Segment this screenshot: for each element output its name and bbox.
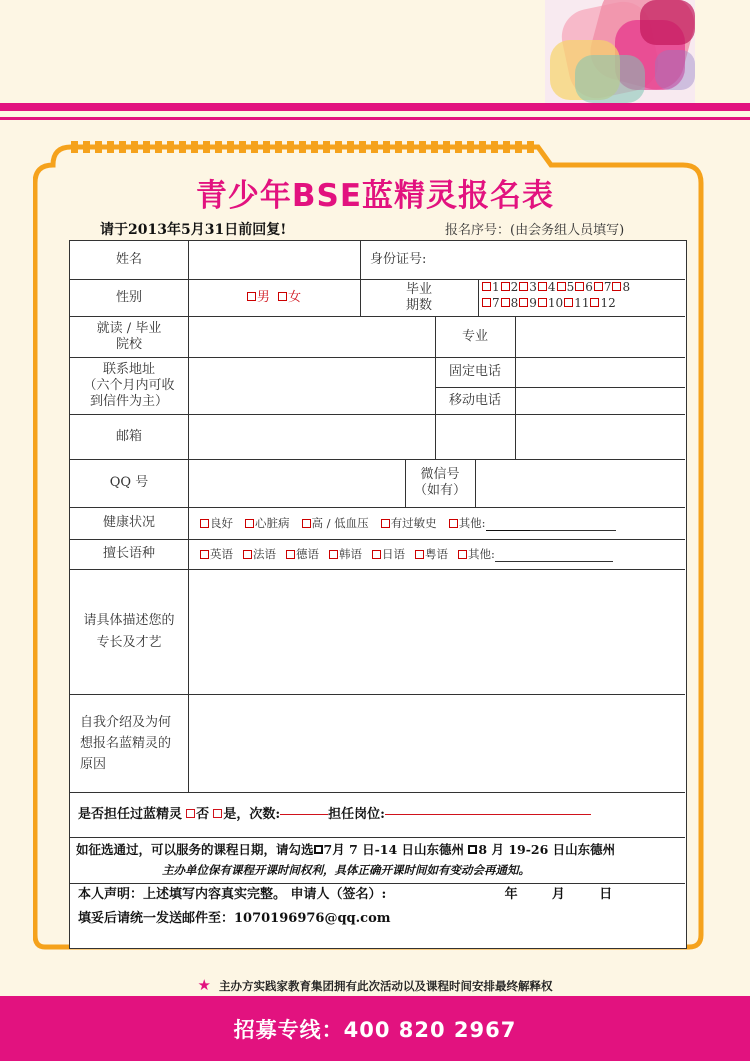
- landline-label: 固定电话: [448, 364, 501, 379]
- course-option-1[interactable]: 7月 7 日-14 日山东德州: [314, 842, 465, 857]
- landline-field[interactable]: [515, 357, 685, 387]
- checkbox-icon: [415, 550, 424, 559]
- course-note: 主办单位保有课程开课时间权利，具体正确开课时间如有变动会再通知。: [162, 863, 530, 877]
- email-label: 邮箱: [115, 428, 142, 444]
- checkbox-icon: [372, 550, 381, 559]
- health-good[interactable]: 良好: [200, 515, 233, 531]
- date-year: 年: [504, 887, 518, 902]
- col-divider: [478, 279, 479, 316]
- gender-male[interactable]: 男: [247, 290, 270, 306]
- checkbox-icon: [449, 519, 458, 528]
- gender-options: [188, 279, 360, 316]
- lang-other[interactable]: 其他:: [458, 546, 613, 562]
- header-graphic: [545, 0, 695, 103]
- checkbox-icon: [243, 550, 252, 559]
- period-option[interactable]: 2: [501, 280, 519, 294]
- period-option[interactable]: 5: [557, 280, 575, 294]
- send-email-text: 填妥后请统一发送邮件至：1070196976@qq.com: [78, 911, 391, 926]
- language-options: [200, 539, 685, 569]
- period-option[interactable]: 4: [538, 280, 556, 294]
- period-option[interactable]: 10: [538, 296, 563, 310]
- lang-english[interactable]: 英语: [200, 546, 233, 562]
- position-field[interactable]: [385, 814, 591, 815]
- checkbox-icon: [538, 282, 547, 291]
- period-option[interactable]: 1: [482, 280, 500, 294]
- major-label: 专业: [461, 328, 488, 344]
- period-option[interactable]: 3: [519, 280, 537, 294]
- period-option[interactable]: 8: [612, 280, 630, 294]
- top-stripe-thin: [0, 117, 750, 120]
- period-options: [482, 279, 685, 316]
- health-blood-pressure[interactable]: 高 / 低血压: [302, 515, 369, 531]
- major-field[interactable]: [515, 316, 685, 357]
- health-allergy[interactable]: 有过敏史: [381, 515, 437, 531]
- col-divider: [360, 241, 361, 279]
- email-field[interactable]: [188, 414, 685, 459]
- lang-korean[interactable]: 韩语: [329, 546, 362, 562]
- checkbox-icon: [519, 282, 528, 291]
- checkbox-icon: [381, 519, 390, 528]
- form-title: 青少年BSE蓝精灵报名表: [195, 178, 555, 214]
- declaration-text: 本人声明：上述填写内容真实完整。 申请人（签名）:: [78, 887, 387, 902]
- footer-note: ★ 主办方实践家教育集团拥有此次活动以及课程时间安排最终解释权: [197, 976, 553, 994]
- declaration-row: [78, 883, 683, 947]
- health-options: [200, 507, 685, 539]
- date-month: 月: [551, 887, 565, 902]
- checkbox-icon: [519, 298, 528, 307]
- qq-label: QQ 号: [109, 475, 149, 490]
- period-option[interactable]: 6: [575, 280, 593, 294]
- period-label: 毕业 期数: [405, 281, 432, 313]
- mobile-field[interactable]: [515, 387, 685, 414]
- id-field[interactable]: [470, 241, 685, 279]
- period-option[interactable]: 8: [501, 296, 519, 310]
- served-row: [78, 792, 683, 837]
- period-row-1: [482, 279, 631, 295]
- address-field[interactable]: [188, 357, 435, 414]
- qq-field[interactable]: [188, 459, 405, 507]
- checkbox-icon: [501, 282, 510, 291]
- reply-deadline: 请于2013年5月31日前回复!: [100, 222, 287, 238]
- checkbox-icon: [612, 282, 621, 291]
- checkbox-icon: [302, 519, 311, 528]
- period-row-2: [482, 295, 617, 311]
- checkbox-icon: [538, 298, 547, 307]
- checkbox-icon: [247, 292, 256, 301]
- recruit-hotline: 招募专线：400 820 2967: [233, 1018, 517, 1042]
- checkbox-icon: [186, 809, 195, 818]
- talent-field[interactable]: [188, 569, 685, 694]
- checkbox-icon: [575, 282, 584, 291]
- health-other[interactable]: 其他:: [449, 515, 616, 531]
- checkbox-icon: [564, 298, 573, 307]
- checkbox-icon: [200, 519, 209, 528]
- checkbox-icon: [314, 845, 323, 854]
- top-stripe: [0, 103, 750, 111]
- served-no[interactable]: 否: [186, 807, 209, 823]
- checkbox-icon: [278, 292, 287, 301]
- period-option[interactable]: 7: [482, 296, 500, 310]
- checkbox-icon: [482, 282, 491, 291]
- star-icon: ★: [197, 976, 211, 994]
- address-label: 联系地址 （六个月内可收 到信件为主）: [83, 361, 175, 409]
- period-option[interactable]: 12: [590, 296, 615, 310]
- checkbox-icon: [482, 298, 491, 307]
- checkbox-icon: [557, 282, 566, 291]
- served-label: 是否担任过蓝精灵: [78, 806, 183, 822]
- checkbox-icon: [200, 550, 209, 559]
- served-count-field[interactable]: [280, 814, 328, 815]
- school-field[interactable]: [188, 316, 435, 357]
- health-label: 健康状况: [102, 515, 155, 530]
- registration-form: [69, 240, 687, 949]
- checkbox-icon: [329, 550, 338, 559]
- intro-field[interactable]: [188, 694, 685, 792]
- checkbox-icon: [286, 550, 295, 559]
- gender-label: 性别: [115, 289, 142, 305]
- health-heart[interactable]: 心脏病: [245, 515, 290, 531]
- name-field[interactable]: [188, 241, 360, 279]
- school-label: 就读 / 毕业 院校: [96, 320, 162, 352]
- period-option[interactable]: 9: [519, 296, 537, 310]
- id-label: 身份证号:: [370, 252, 427, 267]
- lang-french[interactable]: 法语: [243, 546, 276, 562]
- checkbox-icon: [213, 809, 222, 818]
- course-text: 如征选通过，可以服务的课程日期，请勾选 7月 7 日-14 日山东德州 8 月 19-26 日山东德州: [76, 842, 616, 857]
- talent-label: 请具体描述您的 专长及才艺: [83, 612, 175, 650]
- checkbox-icon: [468, 845, 477, 854]
- serial-number-label: 报名序号：(由会务组人员填写): [445, 223, 625, 238]
- intro-label: 自我介绍及为何 想报名蓝精灵的 原因: [80, 714, 172, 772]
- wechat-field[interactable]: [475, 459, 685, 507]
- served-yes[interactable]: 是，次数:: [213, 807, 280, 823]
- course-option-2[interactable]: 8 月 19-26 日山东德州: [468, 842, 615, 857]
- checkbox-icon: [501, 298, 510, 307]
- checkbox-icon: [590, 298, 599, 307]
- gender-female[interactable]: 女: [278, 290, 301, 306]
- wechat-label: 微信号 （如有）: [413, 467, 466, 498]
- period-option[interactable]: 11: [564, 296, 589, 310]
- lang-japanese[interactable]: 日语: [372, 546, 405, 562]
- course-row: [76, 837, 686, 883]
- language-label: 擅长语种: [102, 546, 155, 561]
- name-label: 姓名: [115, 252, 142, 267]
- lang-german[interactable]: 德语: [286, 546, 319, 562]
- period-option[interactable]: 7: [594, 280, 612, 294]
- position-label: 担任岗位:: [328, 806, 385, 822]
- checkbox-icon: [594, 282, 603, 291]
- lang-cantonese[interactable]: 粤语: [415, 546, 448, 562]
- date-day: 日: [599, 887, 613, 902]
- checkbox-icon: [458, 550, 467, 559]
- checkbox-icon: [245, 519, 254, 528]
- mobile-label: 移动电话: [448, 392, 501, 408]
